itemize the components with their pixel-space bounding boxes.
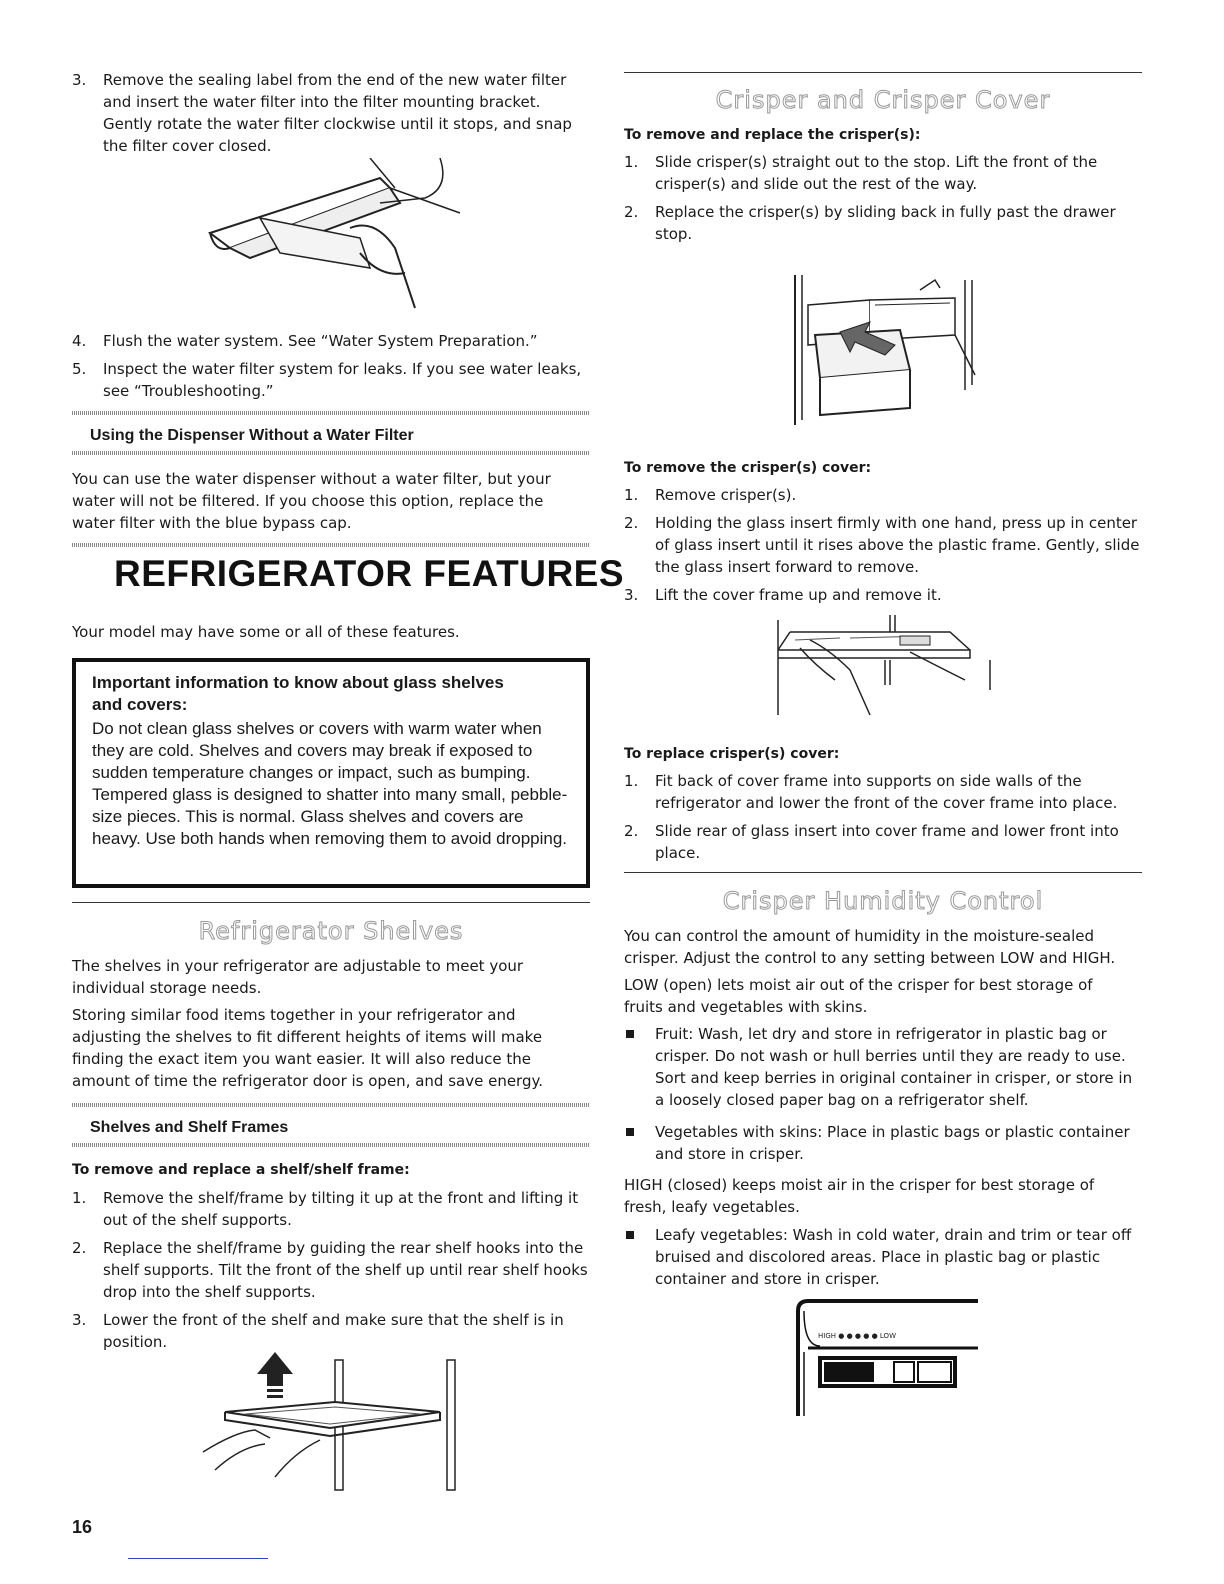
divider-hatch [72,1103,590,1107]
crisper-drawer-illustration [790,270,985,428]
list-item: 1. Slide crisper(s) straight out to the stop. Lift the front of the crisper(s) and slide out the rest of the way. [624,153,1098,193]
divider-hatch [72,1143,590,1147]
divider-hatch [72,411,590,415]
humidity-paragraph-1: You can control the amount of humidity in the moisture-sealed crisper. Adjust the control to any setting between LOW and HIGH. [624,927,1116,967]
list-item: 2. Replace the crisper(s) by sliding back in fully past the drawer stop. [624,203,1116,243]
dispenser-text: You can use the water dispenser without a water filter, but your water will not be filtered. If you choose this option, replace the water filter with the blue bypass cap. [72,470,551,532]
crisper-steps-2 [624,484,1140,612]
crisper-subheading-2: To remove the crisper(s) cover: [624,460,872,476]
humidity-paragraph-3: HIGH (closed) keeps moist air in the crisper for best storage of fresh, leafy vegetables. [624,1176,1095,1216]
divider-hatch [72,451,590,455]
frames-heading: Shelves and Shelf Frames [90,1119,289,1136]
shelves-title: Refrigerator Shelves [198,917,464,945]
important-title: Important information to know about glass shelves and covers: [92,673,504,714]
page-number: 16 [72,1517,93,1537]
shelves-paragraph-1: The shelves in your refrigerator are adjustable to meet your individual storage needs. [72,957,524,997]
shelves-paragraph-2: Storing similar food items together in your refrigerator and adjusting the shelves to fit different heights of items will make finding the exact item you want easier. It will also reduce the amount of time the refrigerator door is open, and save energy. [72,1006,543,1090]
list-item: Fruit: Wash, let dry and store in refrigerator in plastic bag or crisper. Do not wash or hull berries until they are ready to use. Sort and keep berries in original container in crisper, or store in a loosely closed paper bag on a refrigerator shelf. [624,1023,1140,1111]
crisper-title: Crisper and Crisper Cover [715,86,1051,114]
divider-hatch [72,543,590,547]
list-item: 1. Remove the shelf/frame by tilting it up at the front and lifting it out of the shelf supports. [72,1189,579,1229]
list-item: Leafy vegetables: Wash in cold water, drain and trim or tear off bruised and discolored areas. Place in plastic bag or plastic container and store in crisper. [624,1224,1140,1290]
list-item: 3. Remove the sealing label from the end of the new water filter and insert the water filter into the filter mounting bracket. Gently rotate the water filter clockwise until it stops, and snap the filter cover closed. [72,71,572,155]
crisper-subheading-1: To remove and replace the crisper(s): [624,127,921,143]
section-rule [72,902,590,903]
list-item: 4. Flush the water system. See “Water System Preparation.” [72,332,538,350]
crisper-steps-3 [624,770,1140,870]
dispenser-heading: Using the Dispenser Without a Water Filter [90,427,414,444]
crisper-steps-1 [624,151,1140,251]
list-item: 3. Lower the front of the shelf and make sure that the shelf is in position. [72,1311,564,1351]
footer-link-rule [128,1558,268,1559]
crisper-cover-illustration [770,610,995,732]
filter-steps-mid [72,330,588,408]
list-item: 5. Inspect the water filter system for leaks. If you see water leaks, see “Troubleshooting.” [72,360,582,400]
list-item: 3. Lift the cover frame up and remove it. [624,586,942,604]
filter-steps-top [72,69,588,163]
humidity-scale-label: HIGH ● ● ● ● ● LOW [818,1332,896,1340]
humidity-paragraph-2: LOW (open) lets moist air out of the crisper for best storage of fruits and vegetables with skins. [624,976,1093,1016]
list-item: 1. Fit back of cover frame into supports on side walls of the refrigerator and lower the front of the cover frame into place. [624,772,1118,812]
humidity-control-illustration [790,1296,980,1420]
section-rule [624,72,1142,73]
features-title: REFRIGERATOR FEATURES [114,553,625,594]
features-intro: Your model may have some or all of these features. [72,623,460,641]
important-text: Do not clean glass shelves or covers with warm water when they are cold. Shelves and covers may break if exposed to sudden temperature changes or impact, such as bumping. Tempered glass is designed to shatter into many small, pebble-size pieces. This is normal. Glass shelves and covers are heavy. Use both hands when removing them to avoid dropping. [92,719,568,848]
water-filter-illustration [200,158,470,326]
crisper-subheading-3: To replace crisper(s) cover: [624,746,840,762]
humidity-title: Crisper Humidity Control [722,887,1044,915]
shelf-illustration [195,1352,470,1494]
list-item: Vegetables with skins: Place in plastic bags or plastic container and store in crisper. [624,1121,1140,1165]
section-rule [624,872,1142,873]
frames-subheading: To remove and replace a shelf/shelf frame: [72,1162,410,1178]
list-item: 2. Replace the shelf/frame by guiding the rear shelf hooks into the shelf supports. Tilt the front of the shelf up until rear shelf hooks drop into the shelf supports. [72,1239,588,1301]
list-item: 1. Remove crisper(s). [624,486,797,504]
list-item: 2. Holding the glass insert firmly with one hand, press up in center of glass insert until it rises above the plastic frame. Gently, slide the glass insert forward to remove. [624,514,1140,576]
important-info-box [72,658,590,888]
humidity-bullets-2 [624,1224,1140,1300]
humidity-bullets-1 [624,1023,1140,1175]
frames-steps [72,1187,588,1359]
list-item: 2. Slide rear of glass insert into cover frame and lower front into place. [624,822,1119,862]
